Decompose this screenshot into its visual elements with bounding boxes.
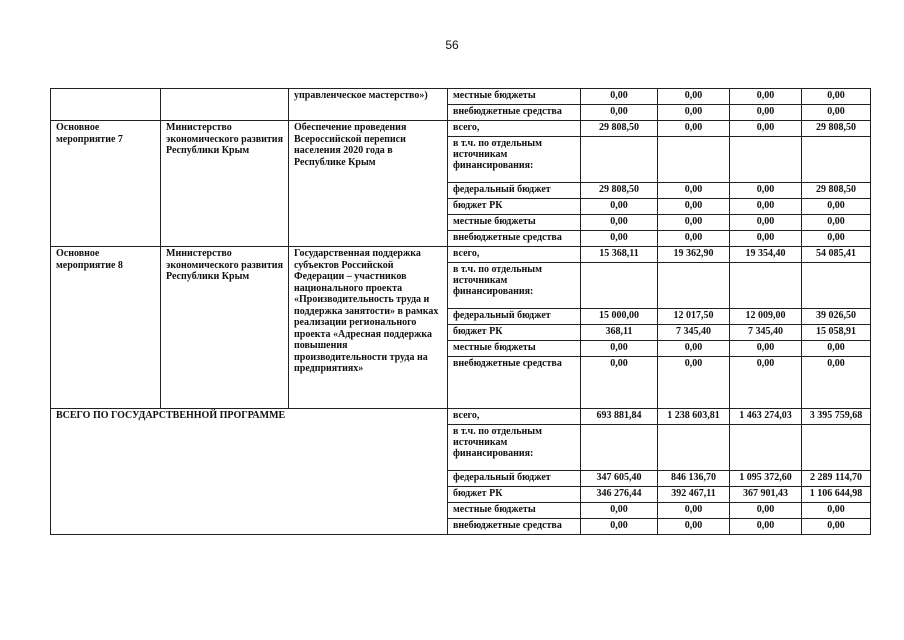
value-cell [658, 425, 730, 471]
source-cell: бюджет РК [448, 325, 581, 341]
value-cell [802, 137, 871, 183]
value-cell: 19 354,40 [730, 247, 802, 263]
value-cell: 0,00 [658, 231, 730, 247]
measure-name-cell: Основное мероприятие 7 [51, 121, 161, 247]
value-cell: 19 362,90 [658, 247, 730, 263]
value-cell: 0,00 [581, 199, 658, 215]
value-cell: 0,00 [658, 215, 730, 231]
description-cell: Обеспечение проведения Всероссийской переписи населения 2020 года в Республике Крым [289, 121, 448, 247]
value-cell: 12 017,50 [658, 309, 730, 325]
value-cell: 392 467,11 [658, 487, 730, 503]
value-cell: 0,00 [581, 341, 658, 357]
value-cell [802, 263, 871, 309]
value-cell: 0,00 [730, 341, 802, 357]
value-cell: 1 463 274,03 [730, 409, 802, 425]
table-row [51, 409, 871, 425]
value-cell: 15 000,00 [581, 309, 658, 325]
value-cell: 0,00 [658, 519, 730, 535]
value-cell: 0,00 [802, 105, 871, 121]
value-cell: 39 026,50 [802, 309, 871, 325]
cont-measure-cell [51, 89, 161, 121]
value-cell: 7 345,40 [658, 325, 730, 341]
value-cell [730, 137, 802, 183]
source-cell: всего, [448, 121, 581, 137]
source-cell: внебюджетные средства [448, 105, 581, 121]
value-cell: 0,00 [581, 357, 658, 409]
value-cell: 693 881,84 [581, 409, 658, 425]
value-cell: 0,00 [730, 519, 802, 535]
value-cell: 0,00 [658, 121, 730, 137]
table-row [51, 121, 871, 137]
source-cell: бюджет РК [448, 487, 581, 503]
value-cell: 0,00 [658, 183, 730, 199]
value-cell: 0,00 [658, 105, 730, 121]
value-cell [730, 425, 802, 471]
cont-executor-cell [161, 89, 289, 121]
executor-cell: Министерство экономического развития Республики Крым [161, 121, 289, 247]
value-cell: 0,00 [802, 357, 871, 409]
table-row [51, 247, 871, 263]
source-cell: бюджет РК [448, 199, 581, 215]
page-number: 56 [445, 38, 459, 52]
value-cell: 0,00 [730, 199, 802, 215]
value-cell [581, 137, 658, 183]
value-cell: 0,00 [802, 519, 871, 535]
value-cell [802, 425, 871, 471]
value-cell [658, 263, 730, 309]
source-cell: всего, [448, 247, 581, 263]
value-cell [730, 263, 802, 309]
value-cell: 846 136,70 [658, 471, 730, 487]
value-cell: 368,11 [581, 325, 658, 341]
value-cell: 15 058,91 [802, 325, 871, 341]
value-cell: 0,00 [581, 231, 658, 247]
value-cell: 3 395 759,68 [802, 409, 871, 425]
source-cell: внебюджетные средства [448, 519, 581, 535]
value-cell: 0,00 [581, 519, 658, 535]
cont-description-cell: управленческое мастерство») [289, 89, 448, 121]
value-cell: 0,00 [802, 341, 871, 357]
value-cell: 0,00 [730, 215, 802, 231]
value-cell: 0,00 [802, 215, 871, 231]
value-cell: 0,00 [581, 89, 658, 105]
value-cell: 0,00 [730, 121, 802, 137]
source-cell: внебюджетные средства [448, 231, 581, 247]
table-row [51, 89, 871, 105]
value-cell [581, 425, 658, 471]
measure-name-cell: Основное мероприятие 8 [51, 247, 161, 409]
value-cell: 1 095 372,60 [730, 471, 802, 487]
executor-cell: Министерство экономического развития Республики Крым [161, 247, 289, 409]
source-cell: федеральный бюджет [448, 309, 581, 325]
source-cell: федеральный бюджет [448, 471, 581, 487]
value-cell: 2 289 114,70 [802, 471, 871, 487]
value-cell: 0,00 [730, 183, 802, 199]
value-cell: 0,00 [658, 341, 730, 357]
total-label-cell: ВСЕГО ПО ГОСУДАРСТВЕННОЙ ПРОГРАММЕ [51, 409, 448, 535]
value-cell: 0,00 [581, 215, 658, 231]
value-cell: 29 808,50 [581, 121, 658, 137]
source-cell: в т.ч. по отдельным источникам финансирования: [448, 263, 581, 309]
financing-table [50, 88, 871, 535]
value-cell: 346 276,44 [581, 487, 658, 503]
source-cell: федеральный бюджет [448, 183, 581, 199]
value-cell: 0,00 [658, 89, 730, 105]
value-cell: 0,00 [802, 199, 871, 215]
source-cell: местные бюджеты [448, 503, 581, 519]
value-cell: 1 106 644,98 [802, 487, 871, 503]
value-cell: 54 085,41 [802, 247, 871, 263]
source-cell: местные бюджеты [448, 215, 581, 231]
value-cell: 0,00 [730, 89, 802, 105]
value-cell [581, 263, 658, 309]
value-cell: 0,00 [658, 199, 730, 215]
value-cell: 12 009,00 [730, 309, 802, 325]
value-cell: 0,00 [730, 231, 802, 247]
value-cell: 0,00 [802, 503, 871, 519]
value-cell: 15 368,11 [581, 247, 658, 263]
value-cell: 0,00 [658, 503, 730, 519]
source-cell: местные бюджеты [448, 341, 581, 357]
value-cell: 29 808,50 [581, 183, 658, 199]
source-cell: в т.ч. по отдельным источникам финансирования: [448, 425, 581, 471]
value-cell: 7 345,40 [730, 325, 802, 341]
value-cell: 29 808,50 [802, 121, 871, 137]
value-cell: 347 605,40 [581, 471, 658, 487]
description-cell: Государственная поддержка субъектов Российской Федерации – участников национального проекта «Производительность труда и поддержка занятости» в рамках реализации регионального проекта «Адресная поддержка повышения производительности труда на предприятиях» [289, 247, 448, 409]
value-cell: 0,00 [730, 357, 802, 409]
value-cell: 0,00 [581, 503, 658, 519]
value-cell: 367 901,43 [730, 487, 802, 503]
source-cell: всего, [448, 409, 581, 425]
value-cell [658, 137, 730, 183]
value-cell: 0,00 [802, 89, 871, 105]
source-cell: местные бюджеты [448, 89, 581, 105]
value-cell: 0,00 [581, 105, 658, 121]
value-cell: 0,00 [730, 503, 802, 519]
source-cell: внебюджетные средства [448, 357, 581, 409]
value-cell: 0,00 [802, 231, 871, 247]
value-cell: 0,00 [658, 357, 730, 409]
value-cell: 0,00 [730, 105, 802, 121]
value-cell: 29 808,50 [802, 183, 871, 199]
value-cell: 1 238 603,81 [658, 409, 730, 425]
source-cell: в т.ч. по отдельным источникам финансирования: [448, 137, 581, 183]
